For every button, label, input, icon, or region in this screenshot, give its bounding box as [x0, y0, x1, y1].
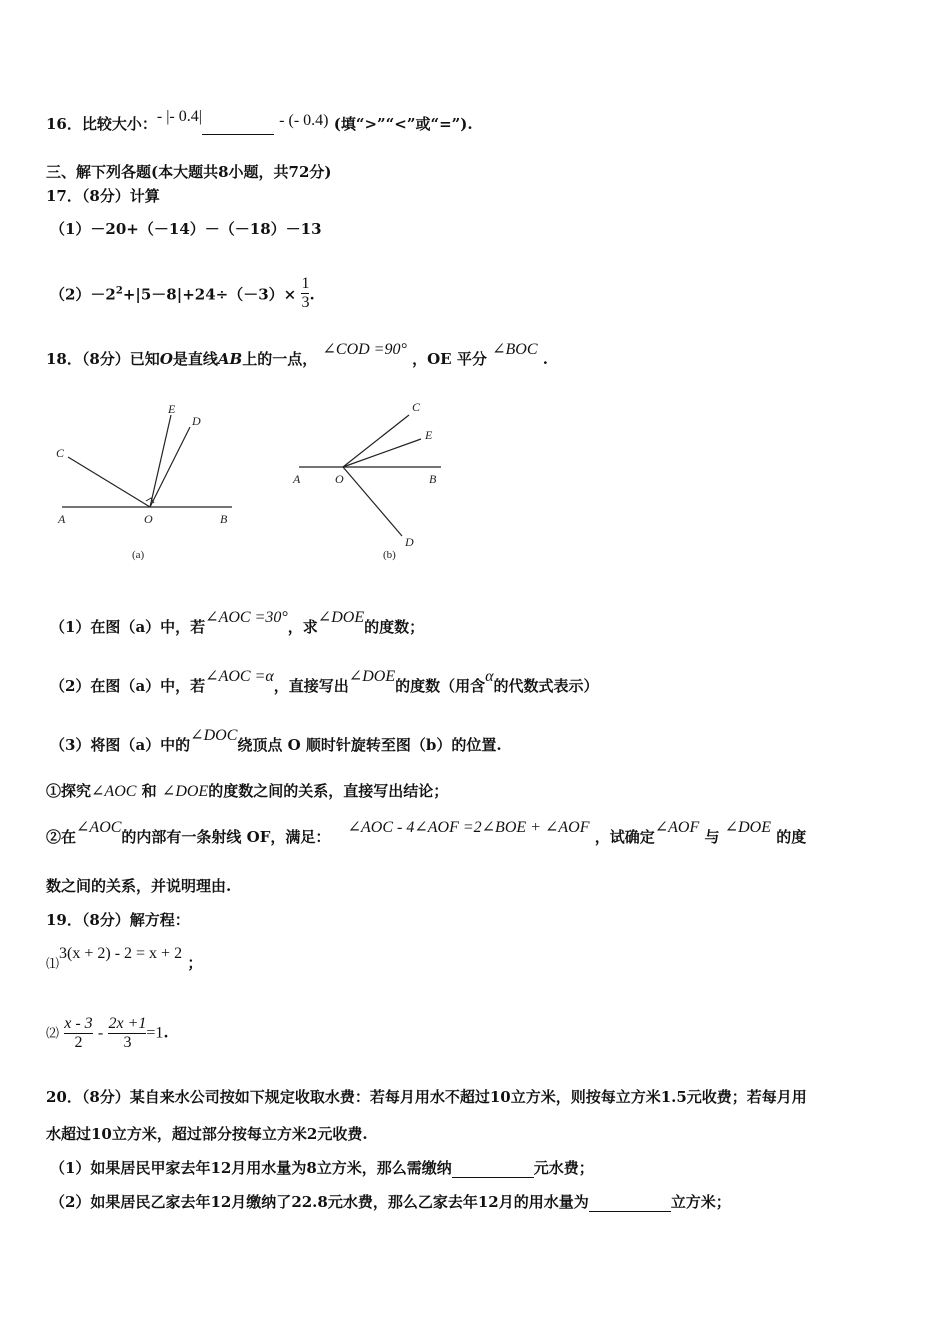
fig-b-ray-oc — [343, 415, 409, 467]
q20-sub2 — [50, 1192, 731, 1212]
fig-b-label-c: C — [412, 400, 421, 414]
q18-circle1-end: 的度数之间的关系，直接写出结论； — [208, 782, 449, 800]
q18-sub2-mid2: 的度数（用含 — [395, 677, 486, 695]
fig-b-label-d: D — [405, 535, 414, 549]
q18-end: . — [542, 350, 548, 368]
q18-sub3 — [50, 727, 502, 756]
q18-sub2-mid: ，直接写出 — [273, 677, 349, 695]
q19-part2-end: . — [163, 1023, 169, 1042]
q19-part2-num2: 2x +1 — [108, 1015, 147, 1032]
q18-mid2: 上的一点， — [242, 350, 318, 368]
q18-circle1 — [46, 781, 448, 802]
q20-sub2-pre: （2）如果居民乙家去年12月缴纳了22.8元水费，那么乙家去年12月的用水量为 — [50, 1193, 589, 1211]
q18-sub1-mid: ，求 — [287, 618, 318, 636]
q18-circle2-equation: ∠AOC - 4∠AOF =2∠BOE + ∠AOF — [347, 819, 590, 836]
q16-hint: (填“>”“<”或“=”). — [333, 115, 473, 133]
q18-circle2-pre: ②在 — [46, 828, 77, 846]
q18-circle2 — [46, 819, 807, 848]
fig-b-caption: (b) — [383, 549, 396, 561]
q18-mid: 是直线 — [172, 350, 218, 368]
fig-a-label-d: D — [192, 414, 201, 428]
q18-sub2-pre: （2）在图（a）中，若 — [50, 677, 206, 695]
fig-a-label-c: C — [56, 446, 65, 460]
q17-part1: （1）－20+（－14）－（－18）－13 — [50, 220, 322, 238]
q18-title — [46, 341, 548, 370]
q20-line1: 20．（8分）某自来水公司按如下规定收取水费：若每月用水不超过10立方米，则按每立方米1.5元收费；若每月用 — [46, 1088, 807, 1106]
q19-part2-den2: 3 — [123, 1034, 132, 1051]
q19-part2-rhs: =1 — [146, 1024, 164, 1042]
q19-title: 19．（8分）解方程： — [46, 911, 190, 929]
q16-left-expr: - |- 0.4| — [156, 108, 202, 125]
q20-line2: 水超过10立方米，超过部分按每立方米2元收费. — [46, 1125, 368, 1143]
fig-a-label-b: B — [220, 512, 228, 526]
q19-part1-end: ； — [187, 954, 203, 972]
q18-sub3-angle-doc: ∠DOC — [190, 727, 238, 744]
q18-sub1-pre: （1）在图（a）中，若 — [50, 618, 206, 636]
q17-part2-pre: （2）－2 — [50, 285, 116, 304]
q18-angle-cod: ∠COD =90° — [322, 341, 407, 358]
q16-answer-blank[interactable] — [202, 134, 274, 135]
fig-b-label-e: E — [425, 428, 433, 442]
fig-a-label-o: O — [144, 512, 153, 526]
q18-oe: ，OE 平分 — [412, 350, 487, 368]
q17-part2-post: +|5－8|+24÷（－3）× — [122, 285, 297, 304]
q18-circle2-continued: 数之间的关系，并说明理由. — [46, 877, 232, 895]
q18-title-text: 18．（8分）已知 — [46, 350, 160, 368]
q18-sub2 — [50, 668, 599, 697]
fig-b-ray-od — [343, 467, 402, 536]
fig-a-label-a: A — [58, 512, 66, 526]
q18-circle1-pre: ①探究 — [46, 782, 92, 800]
q17-fraction — [301, 275, 309, 312]
q18-circle2-angle-aof: ∠AOF — [654, 819, 700, 836]
q18-sub2-end: 的代数式表示） — [493, 677, 599, 695]
q20-sub1-end: 元水费； — [533, 1159, 594, 1177]
q18-sub2-angle-aoc: ∠AOC =α — [205, 668, 274, 685]
section3-heading: 三、解下列各题(本大题共8小题，共72分) — [46, 163, 332, 181]
q18-sub1-angle-doe: ∠DOE — [317, 609, 365, 626]
q19-part2-num1: x - 3 — [64, 1015, 93, 1032]
q19-part2-minus: - — [97, 1024, 104, 1042]
fig-b-label-b: B — [429, 472, 437, 486]
q17-part2-end: . — [309, 285, 315, 304]
fig-a-ray-oc — [68, 457, 150, 507]
q18-circle2-end: 的度 — [776, 828, 807, 846]
q18-angle-boc: ∠BOC — [492, 341, 538, 358]
q19-part2-fraction2 — [108, 1015, 146, 1052]
q19-part2-den1: 2 — [74, 1034, 83, 1051]
fig-a-caption: (a) — [132, 549, 145, 561]
fig-a-ray-od — [150, 427, 190, 507]
q18-circle2-angle-doe: ∠DOE — [724, 819, 772, 836]
q16-number: 16．比较大小： — [46, 115, 157, 133]
q19-part1-label: ⑴ — [46, 957, 60, 972]
fig-a-label-e: E — [168, 402, 176, 416]
q18-sub3-end: 绕顶点 O 顺时针旋转至图（b）的位置. — [237, 736, 502, 754]
q18-circle2-mid: 的内部有一条射线 OF，满足： — [121, 828, 331, 846]
q18-circle1-angle-doe: ∠DOE — [161, 783, 209, 800]
q16-right-expr: - (- 0.4) — [279, 112, 329, 129]
q17-fraction-den: 3 — [301, 294, 310, 311]
q18-circle2-mid2: ，试确定 — [594, 828, 655, 846]
q18-circle2-angle-aoc: ∠AOC — [76, 819, 122, 836]
q20-sub2-end: 立方米； — [670, 1193, 731, 1211]
fig-b-label-a: A — [293, 472, 301, 486]
q18-circle1-angle-aoc: ∠AOC — [91, 783, 137, 800]
q19-part1-equation: 3(x + 2) - 2 = x + 2 — [59, 945, 183, 962]
fig-a-ray-oe — [150, 415, 171, 507]
q18-circle2-and: 与 — [704, 828, 720, 846]
q17-fraction-num: 1 — [301, 275, 310, 292]
q18-circle1-mid: 和 — [141, 782, 157, 800]
q18-sub2-angle-doe: ∠DOE — [348, 668, 396, 685]
q19-part1 — [46, 945, 203, 975]
q19-part2-fraction1 — [64, 1015, 92, 1052]
q18-sub3-pre: （3）将图（a）中的 — [50, 736, 191, 754]
q18-sub1 — [50, 609, 425, 638]
q20-sub1-pre: （1）如果居民甲家去年12月用水量为8立方米，那么需缴纳 — [50, 1159, 452, 1177]
q18-point-o: O — [159, 350, 173, 368]
figure-b — [285, 395, 455, 570]
q17-part2-exponent: 2 — [115, 285, 123, 297]
fig-b-ray-oe — [343, 439, 421, 467]
q17-title: 17．（8分）计算 — [46, 187, 160, 205]
figure-a — [50, 395, 250, 570]
q18-sub1-end: 的度数； — [364, 618, 425, 636]
q18-sub2-alpha: α — [485, 668, 494, 685]
fig-b-label-o: O — [335, 472, 344, 486]
q20-sub2-answer-blank[interactable] — [589, 1211, 671, 1212]
q20-sub1-answer-blank[interactable] — [452, 1177, 534, 1178]
q18-line-ab: AB — [217, 350, 243, 368]
q17-part2 — [50, 277, 315, 314]
q20-sub1 — [50, 1158, 594, 1178]
q18-sub1-angle-aoc: ∠AOC =30° — [205, 609, 288, 626]
q19-part2 — [46, 1015, 169, 1052]
q19-part2-label: ⑵ — [46, 1026, 60, 1042]
q16-line — [46, 108, 473, 135]
